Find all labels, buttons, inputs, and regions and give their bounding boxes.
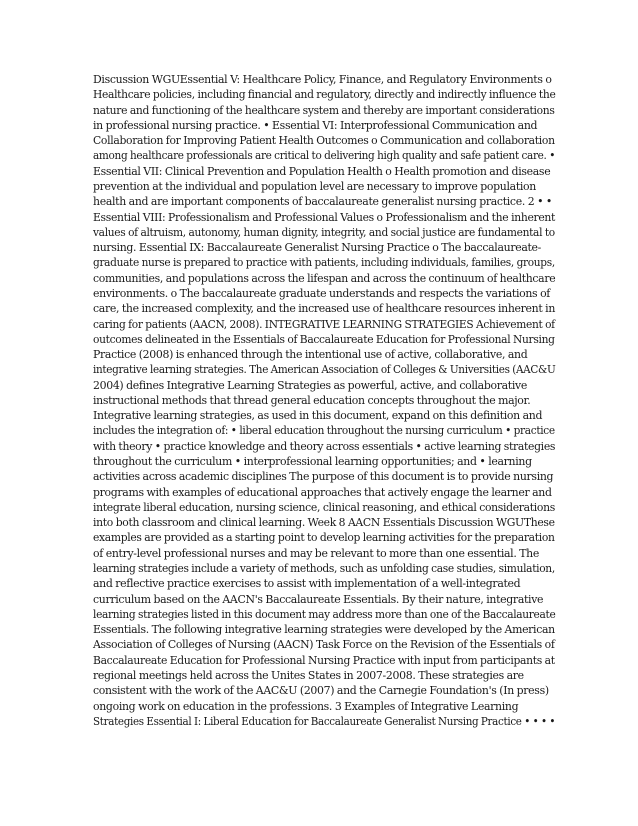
text-line: Essentials. The following integrative learning strategies were developed by the American bbox=[93, 623, 555, 637]
text-line: integrate liberal education, nursing science, clinical reasoning, and ethical considerations bbox=[93, 500, 555, 514]
text-line: learning strategies include a variety of methods, such as unfolding case studies, simulation, bbox=[93, 562, 555, 575]
body-text bbox=[93, 72, 556, 729]
text-line: ongoing work on education in the professions. 3 Examples of Integrative Learning bbox=[93, 699, 519, 713]
text-line: graduate nurse is prepared to practice with patients, including individuals, families, groups, bbox=[93, 256, 555, 270]
text-line: integrative learning strategies. The American Association of Colleges & Universities (AAC&U bbox=[93, 363, 556, 377]
text-line: Discussion WGUEssential V: Healthcare Policy, Finance, and Regulatory Environments o bbox=[93, 73, 552, 86]
text-line: learning strategies listed in this document may address more than one of the Baccalaureate bbox=[93, 607, 556, 621]
text-line: programs with examples of educational approaches that actively engage the learner and bbox=[93, 485, 552, 499]
text-line: Baccalaureate Education for Professional Nursing Practice with input from participants at bbox=[93, 653, 555, 667]
text-line: curriculum based on the AACN's Baccalaureate Essentials. By their nature, integrative bbox=[93, 592, 544, 606]
text-line: Integrative learning strategies, as used in this document, expand on this definition and bbox=[93, 409, 543, 423]
text-line: into both classroom and clinical learning. Week 8 AACN Essentials Discussion WGUThese bbox=[93, 516, 555, 530]
text-line: of entry-level professional nurses and may be relevant to more than one essential. The bbox=[93, 546, 539, 560]
text-line: instructional methods that thread general education concepts throughout the major. bbox=[93, 393, 531, 407]
text-line: Strategies Essential I: Liberal Education for Baccalaureate Generalist Nursing Practice • • • • bbox=[93, 714, 556, 728]
text-line: outcomes delineated in the Essentials of Baccalaureate Education for Professional Nursing bbox=[93, 332, 555, 346]
text-line: and reflective practice exercises to assist with implementation of a well-integrated bbox=[93, 577, 521, 591]
text-line: consistent with the work of the AAC&U (2007) and the Carnegie Foundation's (In press) bbox=[93, 684, 549, 698]
text-line: Practice (2008) is enhanced through the intentional use of active, collaborative, and bbox=[93, 348, 528, 362]
text-line: Essential VII: Clinical Prevention and Population Health o Health promotion and disease bbox=[93, 164, 551, 178]
text-line: nursing. Essential IX: Baccalaureate Generalist Nursing Practice o The baccalaureate- bbox=[93, 241, 542, 255]
text-line: environments. o The baccalaureate graduate understands and respects the variations of bbox=[93, 286, 551, 300]
text-line: 2004) defines Integrative Learning Strategies as powerful, active, and collaborative bbox=[93, 378, 527, 392]
text-line: activities across academic disciplines The purpose of this document is to provide nursing bbox=[93, 470, 554, 484]
text-line: among healthcare professionals are critical to delivering high quality and safe patient care. • bbox=[93, 149, 556, 163]
text-line: Essential VIII: Professionalism and Professional Values o Professionalism and the inherent bbox=[93, 210, 556, 224]
text-line: throughout the curriculum • interprofessional learning opportunities; and • learning bbox=[93, 455, 532, 469]
text-line: examples are provided as a starting point to develop learning activities for the preparation bbox=[93, 531, 555, 545]
text-line: nature and functioning of the healthcare system and thereby are important considerations bbox=[93, 103, 555, 117]
text-line: Collaboration for Improving Patient Health Outcomes o Communication and collaboration bbox=[93, 134, 555, 148]
text-line: prevention at the individual and population level are necessary to improve population bbox=[93, 179, 536, 193]
text-line: care, the increased complexity, and the increased use of healthcare resources inherent in bbox=[93, 302, 556, 316]
text-line: in professional nursing practice. • Essential VI: Interprofessional Communication and bbox=[93, 118, 538, 132]
text-line: with theory • practice knowledge and theory across essentials • active learning strategies bbox=[93, 439, 556, 453]
text-line: includes the integration of: • liberal education throughout the nursing curriculum • practice bbox=[93, 424, 555, 438]
text-line: caring for patients (AACN, 2008). INTEGRATIVE LEARNING STRATEGIES Achievement of bbox=[93, 317, 555, 331]
text-line: Healthcare policies, including financial and regulatory, directly and indirectly influence the bbox=[93, 88, 556, 102]
text-line: health and are important components of baccalaureate generalist nursing practice. 2 • • bbox=[93, 195, 553, 209]
text-line: communities, and populations across the lifespan and across the continuum of healthcare bbox=[93, 271, 556, 285]
text-line: regional meetings held across the Unites States in 2007-2008. These strategies are bbox=[93, 668, 524, 682]
text-line: values of altruism, autonomy, human dignity, integrity, and social justice are fundamental to bbox=[93, 225, 555, 239]
text-line: Association of Colleges of Nursing (AACN) Task Force on the Revision of the Essentials of bbox=[93, 638, 555, 652]
